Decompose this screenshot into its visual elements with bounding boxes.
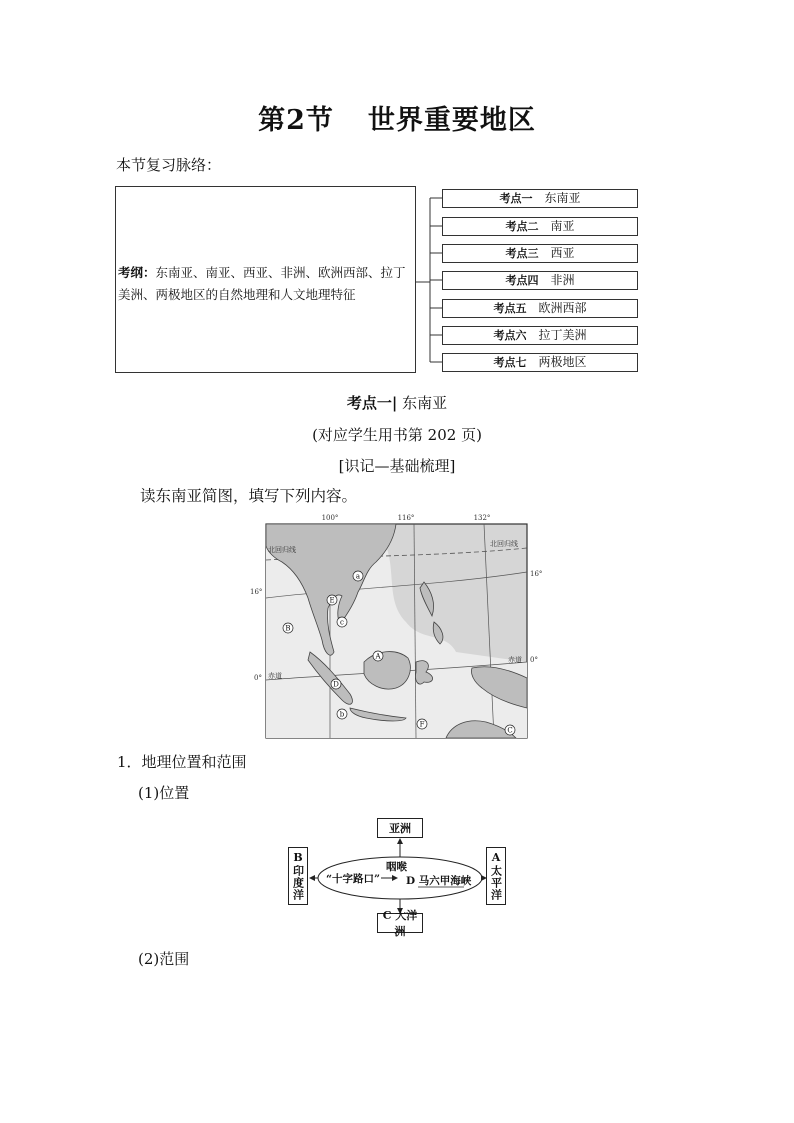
section-topic: 东南亚	[402, 394, 448, 412]
tropic-label-right: 北回归线	[490, 540, 518, 548]
instruction-text: 读东南亚简图，填写下列内容。	[140, 487, 358, 505]
outline-label: 考纲：	[118, 265, 156, 280]
key-point-6: 考点六 拉丁美洲	[442, 326, 638, 345]
outline-connectors	[0, 0, 794, 400]
section-heading	[0, 392, 794, 413]
lat-label-0-left: 0°	[254, 674, 262, 682]
marker-E: E	[329, 596, 335, 605]
southeast-asia-map	[246, 512, 546, 742]
box-pacific-ocean: A太平洋	[486, 847, 506, 905]
lat-label-16-right: 16°	[530, 570, 543, 578]
lat-label-0-right: 0°	[530, 656, 538, 664]
marker-C: C	[507, 726, 513, 735]
box-asia: 亚洲	[377, 818, 423, 838]
marker-c: c	[340, 618, 344, 627]
key-point-4: 考点四 非洲	[442, 271, 638, 290]
marker-D: D	[333, 680, 339, 689]
marker-A: A	[375, 652, 381, 661]
marker-b: b	[339, 710, 345, 719]
heading-position: (1)位置	[138, 784, 190, 802]
marker-B: B	[285, 624, 291, 633]
lon-label-132: 132°	[473, 514, 491, 522]
key-point-2: 考点二 南亚	[442, 217, 638, 236]
tropic-label-left: 北回归线	[268, 546, 296, 554]
lat-label-16-left: 16°	[250, 588, 263, 596]
lon-label-100: 100°	[321, 514, 339, 522]
marker-a: a	[355, 572, 361, 581]
section-number: 第2节	[258, 105, 334, 136]
page-reference: (对应学生用书第 202 页)	[312, 426, 482, 444]
malacca-strait-label: D 马六甲海峡	[406, 875, 472, 887]
box-oceania: C 大洋洲	[377, 913, 423, 933]
marker-F: F	[419, 720, 425, 729]
sub-heading: [识记—基础梳理]	[338, 457, 456, 475]
key-point-3: 考点三 西亚	[442, 244, 638, 263]
heading-location-scope: 1．地理位置和范围	[117, 753, 247, 771]
throat-label: 咽喉	[386, 861, 407, 873]
heading-scope: (2)范围	[138, 950, 190, 968]
outline-content: 东南亚、南亚、西亚、非洲、欧洲西部、拉丁美洲、两极地区的自然地理和人文地理特征	[118, 265, 406, 302]
equator-label-left: 赤道	[268, 672, 282, 680]
equator-label-right: 赤道	[508, 656, 522, 664]
key-point-1: 考点一 东南亚	[442, 189, 638, 208]
key-point-5: 考点五 欧洲西部	[442, 299, 638, 318]
section-name: 世界重要地区	[367, 105, 536, 136]
box-indian-ocean: B印度洋	[288, 847, 308, 905]
review-label: 本节复习脉络：	[116, 156, 222, 174]
section-point: 考点一|	[346, 394, 398, 412]
key-point-7: 考点七 两极地区	[442, 353, 638, 372]
lon-label-116: 116°	[397, 514, 415, 522]
crossroads-label: “十字路口”	[326, 873, 381, 885]
